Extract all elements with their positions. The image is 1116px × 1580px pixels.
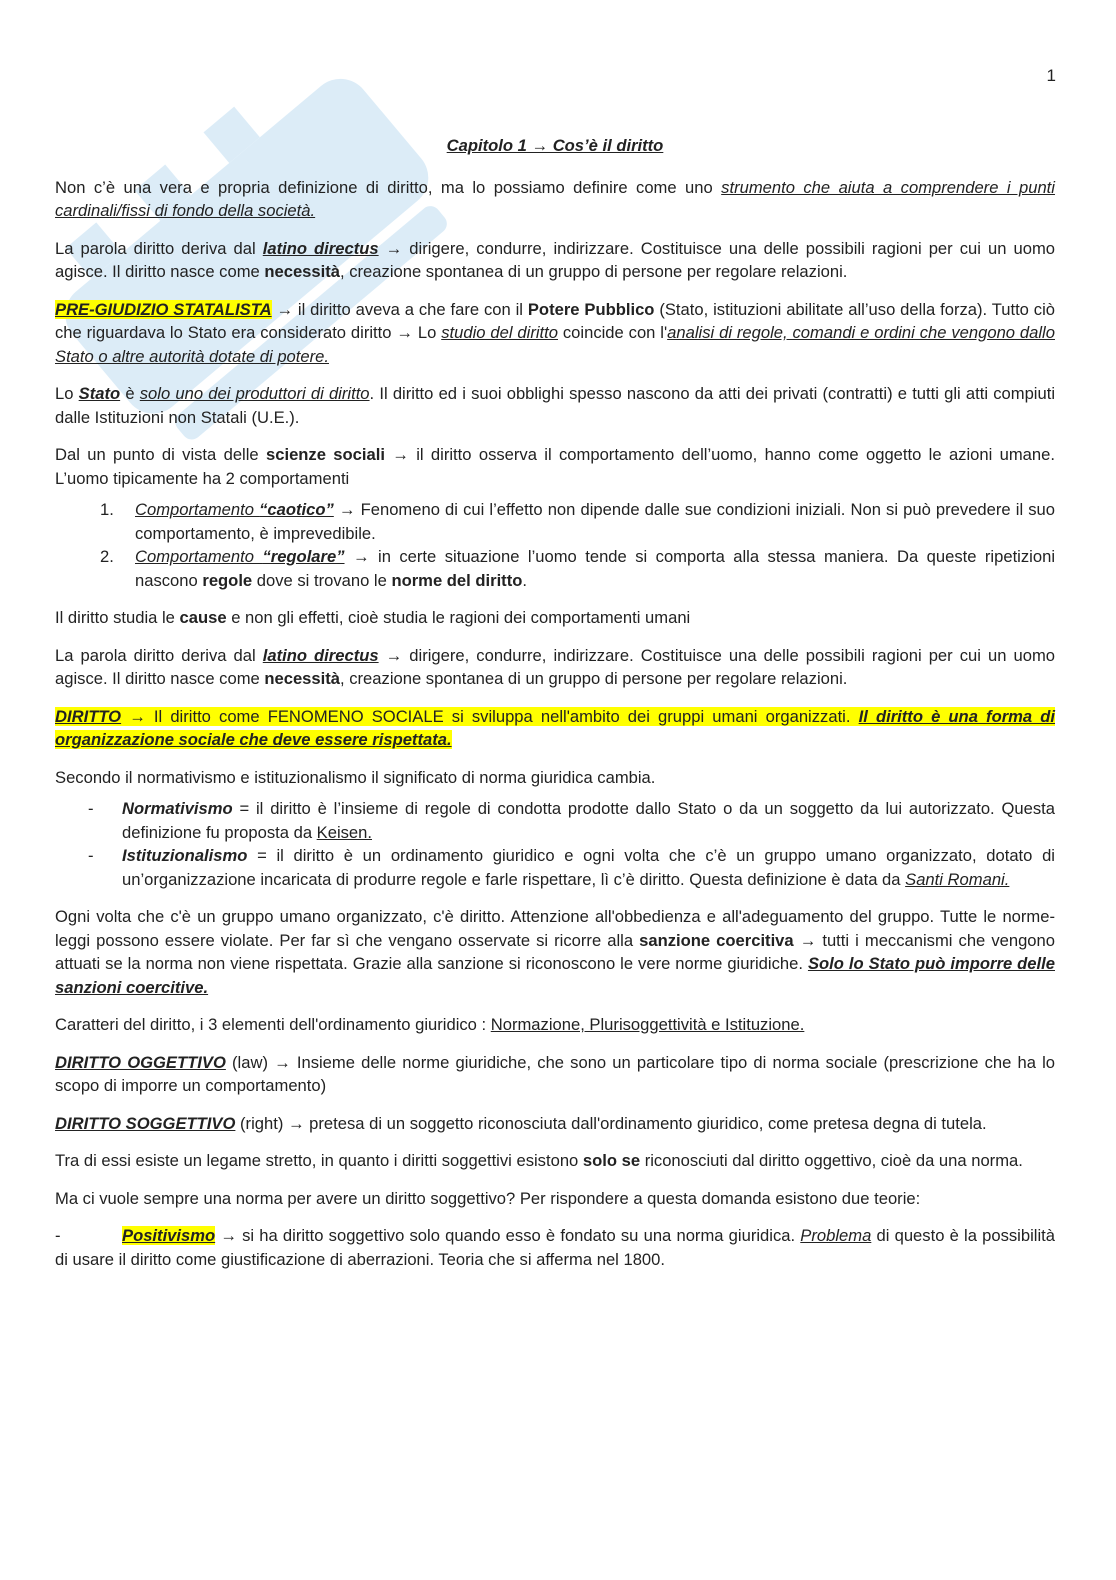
paragraph-cause: Il diritto studia le cause e non gli effetti, cioè studia le ragioni dei comportamenti umani	[55, 608, 691, 627]
paragraph-etymology-repeat: La parola diritto deriva dal latino directus → dirigere, condurre, indirizzare. Costituisce una delle possibili ragioni per cui un uomo agisce. Il diritto nasce come necessità, creazione spontanea di un gruppo di persone per regolare relazioni.	[55, 645, 1055, 688]
page-number: 1	[1046, 66, 1056, 85]
list-item: 2. Comportamento “regolare” → in certe situazione l’uomo tende si comporta alla stessa maniera. Da queste ripetizioni nascono regole dove si trovano le norme del diritto.	[100, 547, 1055, 590]
paragraph-pregiudizio: PRE-GIUDIZIO STATALISTA → il diritto aveva a che fare con il Potere Pubblico (Stato, istituzioni abilitate all’uso della forza). Tutto ciò che riguardava lo Stato era considerato diritto → Lo studio del diritto coincide con l'analisi di regole, comandi e ordini che vengono dallo Stato o altre autorità dotate di potere.	[55, 299, 1055, 366]
chapter-title: Capitolo 1 → Cos’è il diritto	[446, 136, 664, 155]
list-item: - Normativismo = il diritto è l’insieme di regole di condotta prodotte dallo Stato o da un soggetto da lui autorizzato. Questa definizione fu proposta da Keisen.	[88, 799, 1055, 842]
paragraph-scienze-sociali: Dal un punto di vista delle scienze sociali → il diritto osserva il comportamento dell’uomo, hanno come oggetto le azioni umane. L’uomo tipicamente ha 2 comportamenti	[55, 445, 1055, 488]
paragraph-positivismo: - Positivismo → si ha diritto soggettivo solo quando esso è fondato su una norma giuridica. Problema di questo è la possibilità di usare il diritto come giustificazione di aberrazioni. Teoria che si afferma nel 1800.	[55, 1226, 1055, 1269]
paragraph-etymology: La parola diritto deriva dal latino directus → dirigere, condurre, indirizzare. Costituisce una delle possibili ragioni per cui un uomo agisce. Il diritto nasce come necessità, creazione spontanea di un gruppo di persone per regolare relazioni.	[55, 238, 1055, 281]
document-body	[55, 134, 1055, 1285]
list-item: - Istituzionalismo = il diritto è un ordinamento giuridico e ogni volta che c’è un gruppo umano organizzato, dotato di un’organizzazione incaricata di produrre regole e farle rispettare, lì c’è diritto. Questa definizione è data da Santi Romani.	[88, 846, 1055, 889]
theories-list	[55, 797, 1055, 891]
paragraph-diritto-oggettivo: DIRITTO OGGETTIVO (law) → Insieme delle norme giuridiche, che sono un particolare tipo di norma sociale (prescrizione che ha lo scopo di imporre un comportamento)	[55, 1052, 1056, 1095]
paragraph-sanzione: Ogni volta che c'è un gruppo umano organizzato, c'è diritto. Attenzione all'obbedienza e all'adeguamento del gruppo. Tutte le norme-leggi possono essere violate. Per far sì che vengano osservate si ricorre alla sanzione coercitiva → tutti i meccanismi che vengono attuati se la norma non viene rispettata. Grazie alla sanzione si riconoscono le vere norme giuridiche. Solo lo Stato può imporre delle sanzioni coercitive.	[55, 907, 1055, 997]
paragraph-legame: Tra di essi esiste un legame stretto, in quanto i diritti soggettivi esistono solo se riconosciuti dal diritto oggettivo, cioè da una norma.	[55, 1151, 1023, 1170]
behaviors-list	[55, 498, 1055, 592]
paragraph-fenomeno-sociale: DIRITTO → Il diritto come FENOMENO SOCIALE si sviluppa nell'ambito dei gruppi umani organizzati. Il diritto è una forma di organizzazione sociale che deve essere rispettata.	[55, 706, 1056, 749]
list-item: 1. Comportamento “caotico” → Fenomeno di cui l’effetto non dipende dalle sue condizioni iniziali. Non si può prevedere il suo comportamento, è imprevedibile.	[100, 500, 1055, 543]
paragraph-caratteri: Caratteri del diritto, i 3 elementi dell'ordinamento giuridico : Normazione, Plurisoggettività e Istituzione.	[55, 1015, 805, 1034]
paragraph-domanda: Ma ci vuole sempre una norma per avere un diritto soggettivo? Per rispondere a questa domanda esistono due teorie:	[55, 1188, 921, 1208]
paragraph-diritto-soggettivo: DIRITTO SOGGETTIVO (right) → pretesa di un soggetto riconosciuta dall'ordinamento giuridico, come pretesa degna di tutela.	[55, 1113, 987, 1133]
paragraph-definition: Non c’è una vera e propria definizione di diritto, ma lo possiamo definire come uno strumento che aiuta a comprendere i punti cardinali/fissi di fondo della società.	[55, 177, 1055, 220]
paragraph-stato: Lo Stato è solo uno dei produttori di diritto. Il diritto ed i suoi obblighi spesso nascono da atti dei privati (contratti) e tutti gli atti compiuti dalle Istituzioni non Statali (U.E.).	[55, 384, 1056, 427]
paragraph-normativismo-intro: Secondo il normativismo e istituzionalismo il significato di norma giuridica cambia.	[55, 767, 656, 787]
